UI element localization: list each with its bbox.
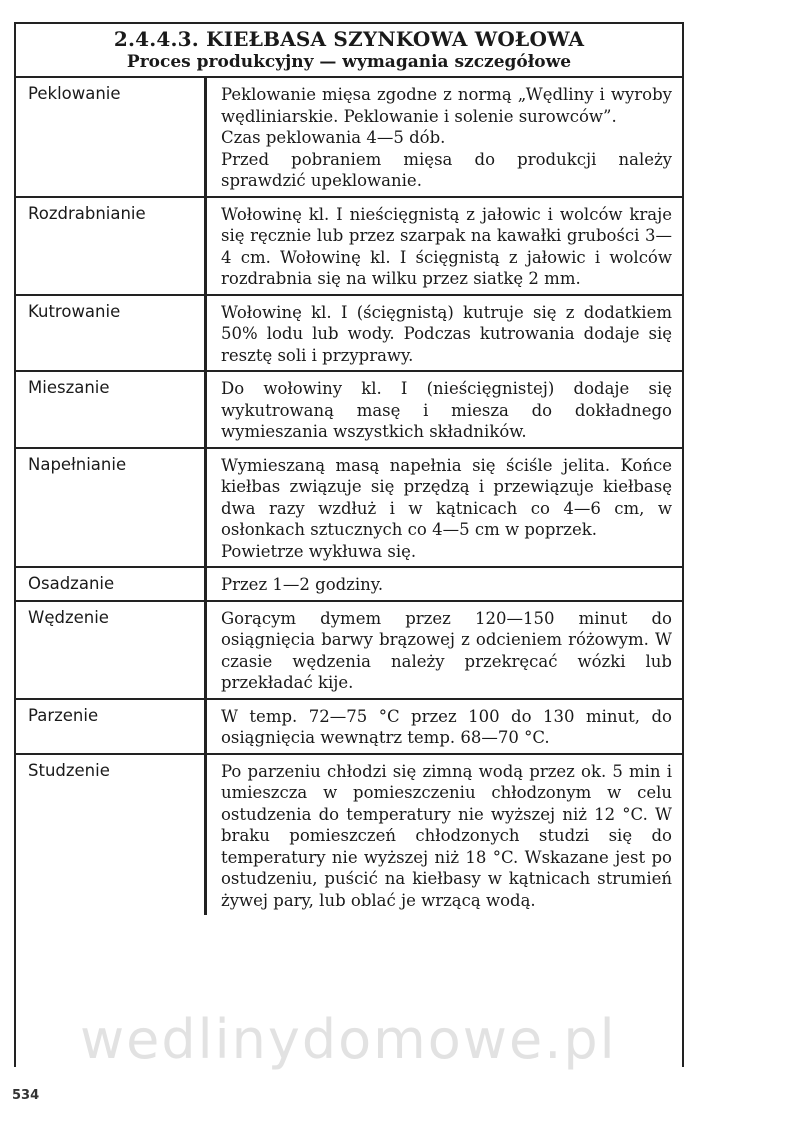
step-description — [206, 448, 683, 568]
description-line: Przed pobraniem mięsa do produkcji należy sprawdzić upeklowanie. — [221, 149, 672, 190]
description-line: Gorącym dymem przez 120—150 minut do osiągnięcia barwy brązowej z odcieniem różowym. W czasie wędzenia należy przekręcać wózki lub przekładać kije. — [221, 608, 672, 692]
table-row — [16, 448, 682, 568]
step-description — [206, 567, 683, 601]
table-row — [16, 197, 682, 295]
page-number: 534 — [12, 1088, 40, 1103]
step-name: Napełnianie — [16, 448, 206, 568]
page-title: 2.4.4.3. KIEŁBASA SZYNKOWA WOŁOWA — [113, 27, 585, 51]
step-name: Studzenie — [16, 754, 206, 916]
table-row — [16, 699, 682, 754]
description-line: Przez 1—2 godziny. — [221, 575, 384, 594]
step-description — [206, 699, 683, 754]
table-row — [16, 601, 682, 699]
table-row — [16, 78, 682, 197]
step-description — [206, 754, 683, 916]
step-name: Peklowanie — [16, 78, 206, 197]
table-row — [16, 371, 682, 448]
step-description — [206, 601, 683, 699]
process-table — [16, 78, 682, 915]
description-line: Peklowanie mięsa zgodne z normą „Wędliny i wyroby wędliniarskie. Peklowanie i solenie surowców”. — [221, 85, 672, 126]
description-line: Wołowinę kl. I nieścięgnistą z jałowic i wolców kraje się ręcznie lub przez szarpak na kawałki grubości 3—4 cm. Wołowinę kl. I ścięgnistą z jałowic i wolców rozdrabnia się na wilku przez siatkę 2 mm. — [221, 204, 672, 288]
step-description — [206, 197, 683, 295]
watermark: wedlinydomowe.pl — [80, 1008, 617, 1071]
step-name: Mieszanie — [16, 371, 206, 448]
description-line: Powietrze wykłuwa się. — [221, 541, 417, 561]
step-name: Rozdrabnianie — [16, 197, 206, 295]
document-header — [16, 24, 682, 78]
table-row — [16, 567, 682, 601]
page-subtitle: Proces produkcyjny — wymagania szczegółowe — [126, 52, 572, 72]
step-name: Parzenie — [16, 699, 206, 754]
description-line: Do wołowiny kl. I (nieścięgnistej) dodaje się wykutrowaną masę i miesza do dokładnego wymieszania wszystkich składników. — [221, 379, 672, 441]
description-line: Wołowinę kl. I (ścięgnistą) kutruje się z dodatkiem 50% lodu lub wody. Podczas kutrowania dodaje się resztę soli i przyprawy. — [221, 302, 672, 365]
description-line: Czas peklowania 4—5 dób. — [221, 128, 446, 147]
description-line: Wymieszaną masą napełnia się ściśle jelita. Końce kiełbas związuje się przędzą i przewiązuje kiełbasę dwa razy wzdłuż i w kątnicach co 4—6 cm, w osłonkach sztucznych co 4—5 cm w poprzek. — [221, 455, 672, 539]
step-name: Wędzenie — [16, 601, 206, 699]
step-name: Kutrowanie — [16, 295, 206, 372]
description-line: W temp. 72—75 °C przez 100 do 130 minut, do osiągnięcia wewnątrz temp. 68—70 °C. — [221, 706, 672, 747]
table-row — [16, 754, 682, 916]
table-row — [16, 295, 682, 372]
step-description — [206, 295, 683, 372]
step-description — [206, 371, 683, 448]
description-line: Po parzeniu chłodzi się zimną wodą przez ok. 5 min i umieszcza w pomieszczeniu chłodzonym w celu ostudzenia do temperatury nie wyższej niż 12 °C. W braku pomieszczeń chłodzonych studzi się do temperatury nie wyższej niż 18 °C. Wskazane jest po ostudzeniu, puścić na kiełbasy w kątnicach strumień żywej pary, lub oblać je wrzącą wodą. — [221, 761, 672, 910]
step-description — [206, 78, 683, 197]
step-name: Osadzanie — [16, 567, 206, 601]
document-frame — [14, 22, 684, 1067]
